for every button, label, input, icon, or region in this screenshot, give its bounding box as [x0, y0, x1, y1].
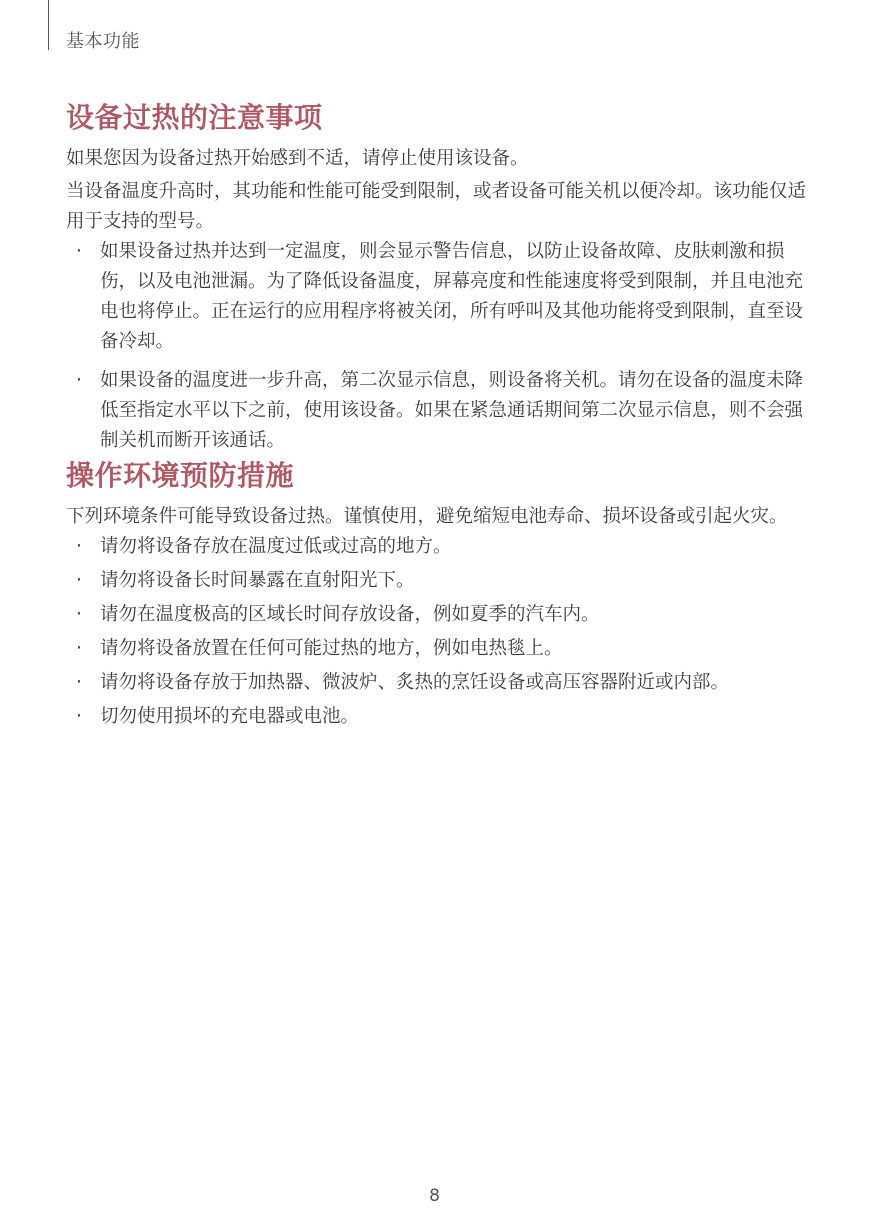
list-item-text: 如果设备过热并达到一定温度，则会显示警告信息，以防止设备故障、皮肤刺激和损伤，以及电池泄漏。为了降低设备温度，屏幕亮度和性能速度将受到限制，并且电池充电也将停止。正在运行的应用程序将被关闭，所有呼叫及其他功能将受到限制，直至设备冷却。: [100, 241, 804, 352]
chapter-label: 基本功能: [66, 31, 140, 52]
page-number: 8: [429, 1186, 440, 1206]
section-environment-precautions: [66, 456, 806, 732]
list-item: [66, 366, 806, 456]
list-item: [66, 600, 806, 630]
bullet-icon: ·: [76, 604, 82, 625]
bullet-icon: ·: [76, 536, 82, 557]
list-item-text: 切勿使用损坏的充电器或电池。: [100, 706, 360, 727]
list-item-text: 如果设备的温度进一步升高，第二次显示信息，则设备将关机。请勿在设备的温度未降低至指定水平以下之前，使用该设备。如果在紧急通话期间第二次显示信息，则不会强制关机而断开该通话。: [100, 370, 804, 451]
list-item: [66, 634, 806, 664]
paragraph: 当设备温度升高时，其功能和性能可能受到限制，或者设备可能关机以便冷却。该功能仅适用于支持的型号。: [66, 181, 807, 232]
list-item-text: 请勿将设备放置在任何可能过热的地方，例如电热毯上。: [100, 638, 563, 659]
list-item-text: 请勿将设备存放在温度过低或过高的地方。: [100, 536, 452, 557]
bullet-list: [66, 237, 806, 456]
list-item-text: 请勿在温度极高的区域长时间存放设备，例如夏季的汽车内。: [100, 604, 600, 625]
bullet-icon: ·: [76, 570, 82, 591]
paragraph: 如果您因为设备过热开始感到不适，请停止使用该设备。: [66, 148, 529, 169]
page-content: [66, 98, 806, 732]
list-item-text: 请勿将设备长时间暴露在直射阳光下。: [100, 570, 415, 591]
section-overheating-precautions: [66, 98, 806, 456]
list-item: [66, 702, 806, 732]
bullet-icon: ·: [76, 672, 82, 693]
section-title: 操作环境预防措施: [66, 459, 295, 492]
header-rule: [48, 0, 49, 50]
bullet-icon: ·: [76, 370, 82, 391]
list-item: [66, 237, 806, 357]
bullet-icon: ·: [76, 638, 82, 659]
list-item: [66, 668, 806, 698]
list-item: [66, 566, 806, 596]
paragraph: 下列环境条件可能导致设备过热。谨慎使用，避免缩短电池寿命、损坏设备或引起火灾。: [66, 506, 788, 527]
list-item-text: 请勿将设备存放于加热器、微波炉、炙热的烹饪设备或高压容器附近或内部。: [100, 672, 730, 693]
section-title: 设备过热的注意事项: [66, 101, 323, 134]
bullet-list: [66, 532, 806, 732]
list-item: [66, 532, 806, 562]
bullet-icon: ·: [76, 706, 82, 727]
bullet-icon: ·: [76, 241, 82, 262]
